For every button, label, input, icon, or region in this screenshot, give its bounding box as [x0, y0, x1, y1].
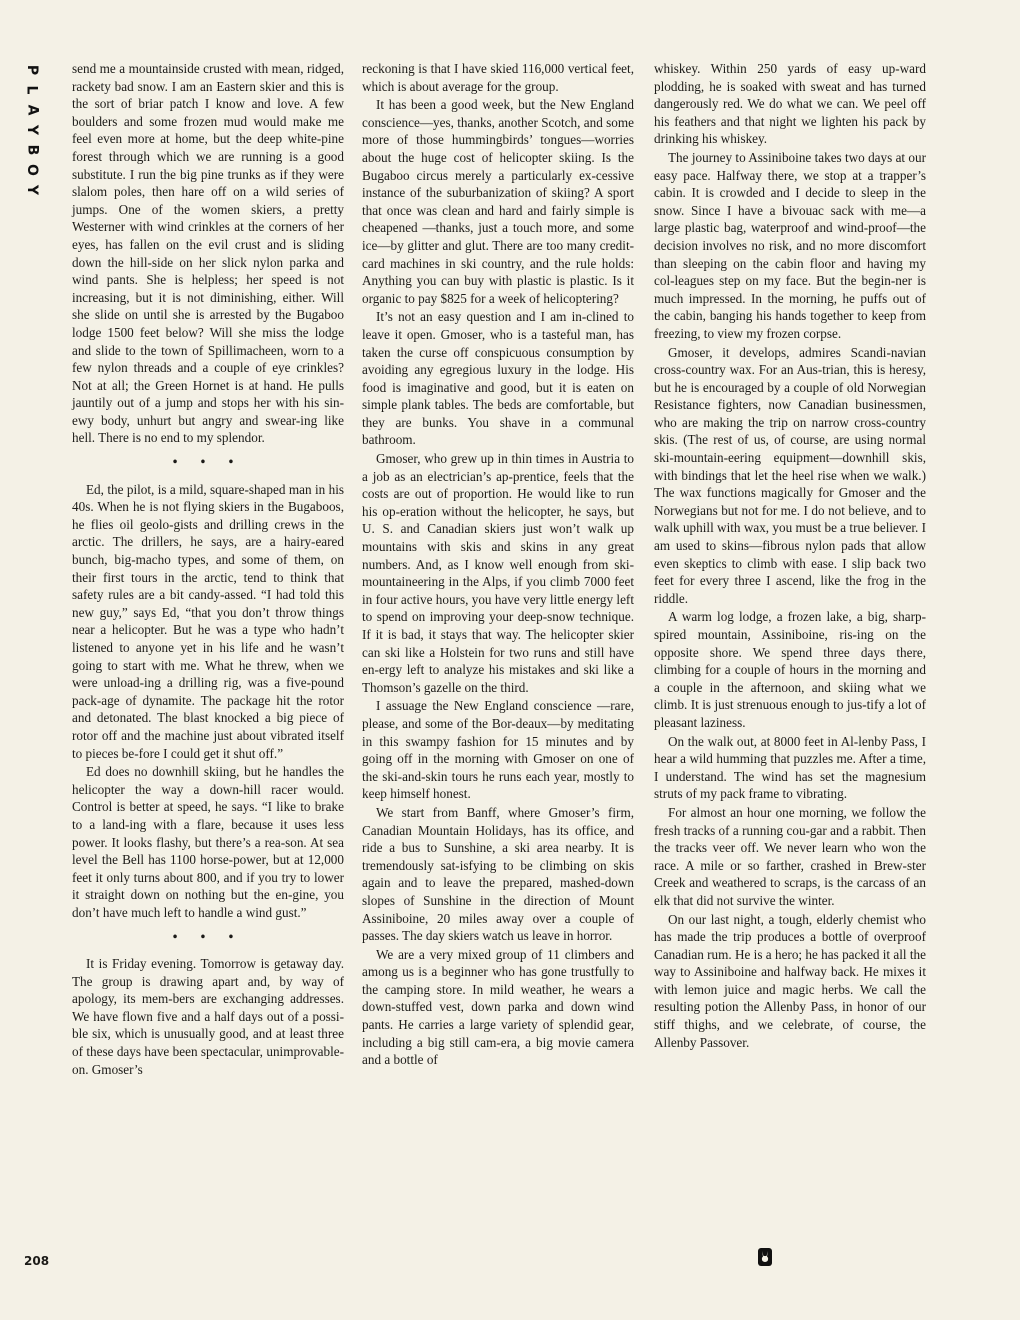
paragraph: I assuage the New England conscience —rare, please, and some of the Bor-deaux—by meditating in this swampy fashion for 15 minutes and by going off in the morning with Gmoser on one of the ski-and-skin tours he runs each year, mostly to keep himself honest.: [362, 698, 634, 802]
paragraph: We are a very mixed group of 11 climbers and among us is a beginner who has gone trustfully to the camping store. In mild weather, he wears a down-stuffed vest, down parka and down wind pants. He carries a large variety of splendid gear, including a big still cam-era, a big movie camera and a bottle of: [362, 946, 634, 1068]
paragraph: reckoning is that I have skied 116,000 vertical feet, which is about average for the group.: [362, 61, 634, 94]
article-column-3: [654, 60, 926, 1051]
paragraph: On the walk out, at 8000 feet in Al-lenby Pass, I hear a wild humming that puzzles me. After a time, I understand. The wind has set the magnesium struts of my pack frame to vibrating.: [654, 733, 926, 802]
masthead-letter: L: [23, 85, 40, 95]
magazine-masthead: [23, 60, 40, 200]
paragraph: On our last night, a tough, elderly chemist who has made the trip produces a bottle of overproof Canadian rum. He is a hero; he has packed it all the way to Assiniboine and halfway back. He mixes it with lemon juice and magic herbs. We call the resulting potion the Allenby Pass, in honor of our stiff thighs, and we celebrate, of course, the Allenby Passover.: [654, 911, 926, 1050]
masthead-letter: P: [23, 64, 40, 76]
paragraph: send me a mountainside crusted with mean, ridged, rackety bad snow. I am an Eastern skier and this is the sort of briar patch I know and love. A few boulders and some frozen mud would make me feel even more at home, but the deep white-pine forest through which we are running is a good substitute. I run the big pine trunks as if they were slalom poles, then hare off on a wild series of jumps. One of the women skiers, a pretty Westerner with wind crinkles at the corners of her eyes, has fallen on the evil crust and is sliding down the hill-side on her slick nylon parka and wind pants. She is helpless; her speed is not increasing, but it is not diminishing, either. Will she slide on until she is arrested by the Bugaboo lodge 1500 feet below? Will she miss the lodge and slide to the town of Spillimacheen, worn to a few nylon threads and a couple of eye crinkles? Not at all; the Green Hornet is at hand. He pulls jauntily out of a jump and stops her with his sin-ewy body, unhurt but angry and swear-ing like hell. There is no end to my splendor.: [72, 61, 344, 446]
paragraph: We start from Banff, where Gmoser’s firm, Canadian Mountain Holidays, has its office, and ride a bus to Sunshine, a ski area nearby. It is tremendously sat-isfying to be climbing on skis again and to leave the prepared, mashed-down slopes of Sunshine in the direction of Mount Assiniboine, 20 miles away over a couple of passes. The day skiers watch us leave in horror.: [362, 804, 634, 944]
rabbit-head-glyph: [760, 1251, 770, 1263]
masthead-letter: A: [23, 104, 40, 116]
paragraph: Gmoser, who grew up in thin times in Austria to a job as an electrician’s ap-prentice, feels that the costs are out of proportion. He would like to run his op-eration without the helicopter, he says, but U. S. and Canadian skiers just won’t walk up mountains with skis and skins in any great numbers. And, as I know well enough from ski-mountaineering in the Alps, if you climb 7000 feet in four active hours, you have very little energy left to spend on improving your deep-snow technique. If it is bad, it stays that way. The helicopter skier can ski like a Holstein for two runs and still have en-ergy left to analyze his mistakes and ski like a Thomson’s gazelle on the third.: [362, 451, 634, 695]
masthead-letter: Y: [23, 124, 40, 136]
section-separator: • • •: [172, 454, 244, 470]
paragraph: whiskey. Within 250 yards of easy up-ward plodding, he is soaked with sweat and has turned dangerously red. We do what we can. We peel off his feathers and that night we lighten his pack by drinking his whiskey.: [654, 61, 926, 147]
page-number: 208: [24, 1254, 50, 1268]
paragraph: Ed, the pilot, is a mild, square-shaped man in his 40s. When he is not flying skiers in the Bugaboos, he flies oil geolo-gists and drilling crews in the arctic. The drillers, he says, are a hairy-eared bunch, big-macho types, and some of them, on their first tours in the arctic, tend to think that safety rules are a bit candy-assed. “I had told this new guy,” says Ed, “that you don’t throw things near a helicopter. But he was a type who hadn’t listened to anyone yet in his life and he wasn’t going to start with me. What he threw, when we were unload-ing a drilling rig, was a five-pound pack-age of dynamite. The package hit the rotor and detonated. The blast knocked a big piece of rotor off and the machine just about vibrated itself to pieces be-fore I could get it shut off.”: [72, 481, 344, 761]
masthead-letter: Y: [23, 184, 40, 196]
masthead-letter: B: [23, 144, 40, 156]
paragraph: A warm log lodge, a frozen lake, a big, sharp-spired mountain, Assiniboine, ris-ing on the opposite shore. We spend three days there, climbing for a couple of hours in the morning and a couple in the afternoon, and skiing what we climb. It is just strenuous enough to jus-tify a lot of pleasant laziness.: [654, 609, 926, 730]
article-column-1: [72, 60, 344, 1078]
paragraph: The journey to Assiniboine takes two days at our easy pace. Halfway there, we stop at a trapper’s cabin. It is crowded and I decide to sleep in the snow. Since I have a bivouac sack with me—a large plastic bag, waterproof and wind-proof—the decision involves no risk, and no more discomfort than sleeping on the cabin floor and having my col-leagues step on my face. But the begin-ner is much impressed. In the morning, he puffs out of the cabin, banging his hands together to keep from freezing, to view my frozen corpse.: [654, 149, 926, 341]
rabbit-head-end-mark-icon: [758, 1248, 772, 1266]
paragraph: It’s not an easy question and I am in-clined to leave it open. Gmoser, who is a tasteful man, has taken the curse off conspicuous consumption by avoiding any egregious luxury in the lodge. His food is imaginative and good, but it is eaten on simple plank tables. The beds are comfortable, but they are bunks. You shave in a communal bathroom.: [362, 309, 634, 448]
paragraph: Ed does no downhill skiing, but he handles the helicopter the way a down-hill racer would. Control is better at speed, he says. “I like to brake to a land-ing with a flare, because it uses less power. It looks flashy, but there’s a rea-son. At sea level the Bell has 1100 horse-power, but at 12,000 feet it only turns about 800, and if you try to lower it straight down on nothing but the en-gine, you don’t have much left to handle a wind gust.”: [72, 764, 344, 920]
paragraph: It has been a good week, but the New England conscience—yes, thanks, another Scotch, and some more of those hummingbirds’ tongues—worries about the huge cost of helicopter skiing. Is the Bugaboo circus merely a particularly ex-cessive instance of the suburbanization of skiing? A sport that once was clean and hard and fairly simple is cheapened —thanks, just a touch more, and some ice—by glitter and glut. There are too many credit-card machines in ski country, and the rule holds: Anything you can buy with plastic is plastic. Is it organic to pay $825 for a week of helicoptering?: [362, 97, 634, 306]
article-column-2: [362, 60, 634, 1069]
paragraph: For almost an hour one morning, we follow the fresh tracks of a running cou-gar and a rabbit. Then the tracks veer off. We never learn who won the race. A mile or so farther, crashed in Brew-ster Creek and weathered to scraps, is the carcass of an elk that did not survive the winter.: [654, 804, 926, 908]
section-separator: • • •: [172, 928, 244, 944]
paragraph: It is Friday evening. Tomorrow is getaway day. The group is drawing apart and, by way of apology, its mem-bers are exchanging addresses. We have flown five and a half days out of a possi-ble six, which is unusually good, and at least three of these days have been spectacular, unimprovable-on. Gmoser’s: [72, 956, 344, 1077]
masthead-letter: O: [23, 164, 40, 176]
paragraph: Gmoser, it develops, admires Scandi-navian cross-country wax. For an Aus-trian, this is heresy, but he is encouraged by a couple of old Norwegian Resistance fighters, now Canadian businessmen, who are making the trip on narrow cross-country skis. (The rest of us, of course, are using normal ski-mountain-eering equipment—downhill skis, with bindings that let the heel rise when we walk.) The wax functions magically for Gmoser and the Norwegians but not for me. I do not believe, and to walk uphill with wax, you must be a true believer. I am used to skins—fibrous nylon pads that allow even skeptics to climb with ease. I slip back two feet for every three I ascend, like the frog in the riddle.: [654, 344, 926, 606]
